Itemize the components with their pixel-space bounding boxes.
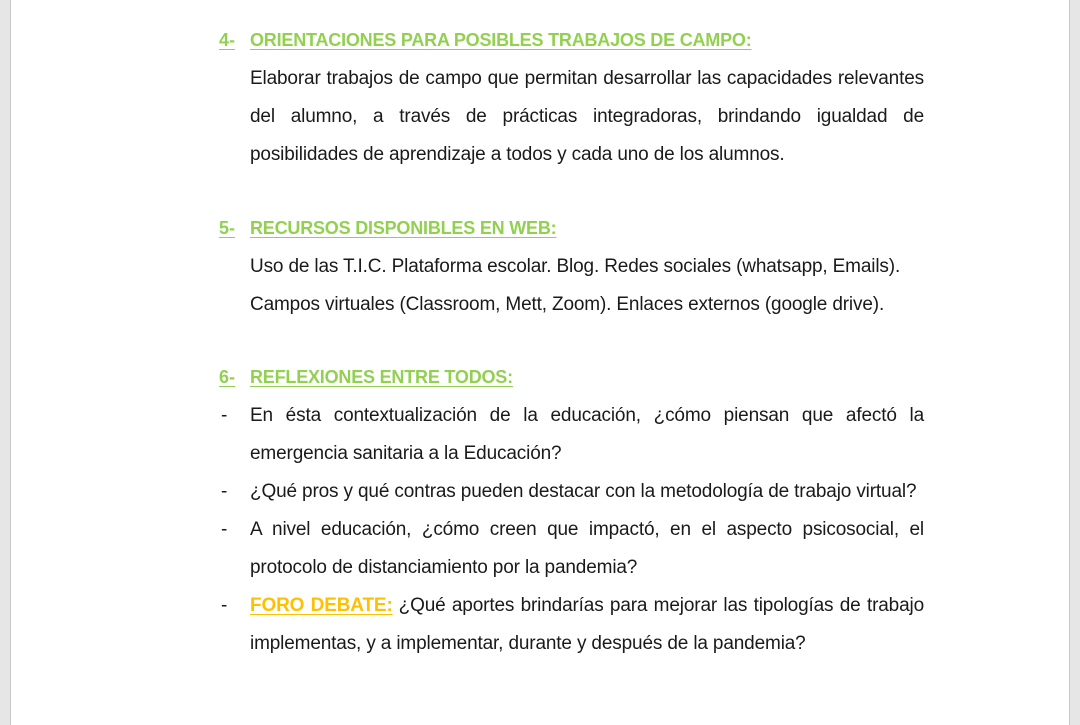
list-item [219,397,924,473]
list-item-text: En ésta contextualización de la educación, ¿cómo piensan que afectó la emergencia sanitaria a la Educación? [250,405,924,464]
section-title: RECURSOS DISPONIBLES EN WEB: [250,218,557,238]
list-item-text: A nivel educación, ¿cómo creen que impactó, en el aspecto psicosocial, el protocolo de distanciamiento por la pandemia? [250,519,924,578]
section-number: 4- [219,30,236,50]
section-field-work [219,30,924,174]
bullet-dash: - [221,519,228,540]
bullet-dash: - [221,405,228,426]
section-title: REFLEXIONES ENTRE TODOS: [250,367,513,387]
section-reflections [219,367,924,663]
forum-debate-text: ¿Qué aportes brindarías para mejorar las tipologías de trabajo implementas, y a implementar, durante y después de la pandemia? [250,595,924,654]
document-page [10,0,1070,725]
section-heading [219,30,924,54]
paragraph-line: Campos virtuales (Classroom, Mett, Zoom). Enlaces externos (google drive). [250,294,885,315]
reflection-list [219,397,924,663]
list-item-text [250,587,924,663]
section-number: 5- [219,218,236,238]
paragraph-line: Uso de las T.I.C. Plataforma escolar. Blog. Redes sociales (whatsapp, Emails). [250,256,901,277]
section-paragraph: Elaborar trabajos de campo que permitan desarrollar las capacidades relevantes del alumno, a través de prácticas integradoras, brindando igualdad de posibilidades de aprendizaje a todos y cada uno de los alumnos. [250,68,924,165]
list-item-forum-debate [219,587,924,663]
list-item-text: ¿Qué pros y qué contras pueden destacar con la metodología de trabajo virtual? [250,481,917,502]
section-paragraph [250,248,924,324]
section-web-resources [219,218,924,324]
bullet-dash: - [221,481,228,502]
bullet-dash: - [221,595,228,616]
forum-debate-label: FORO DEBATE: [250,595,393,616]
section-heading [219,367,924,391]
section-heading [219,218,924,242]
section-number: 6- [219,367,236,387]
section-title: ORIENTACIONES PARA POSIBLES TRABAJOS DE CAMPO: [250,30,752,50]
list-item [219,473,924,511]
list-item [219,511,924,587]
